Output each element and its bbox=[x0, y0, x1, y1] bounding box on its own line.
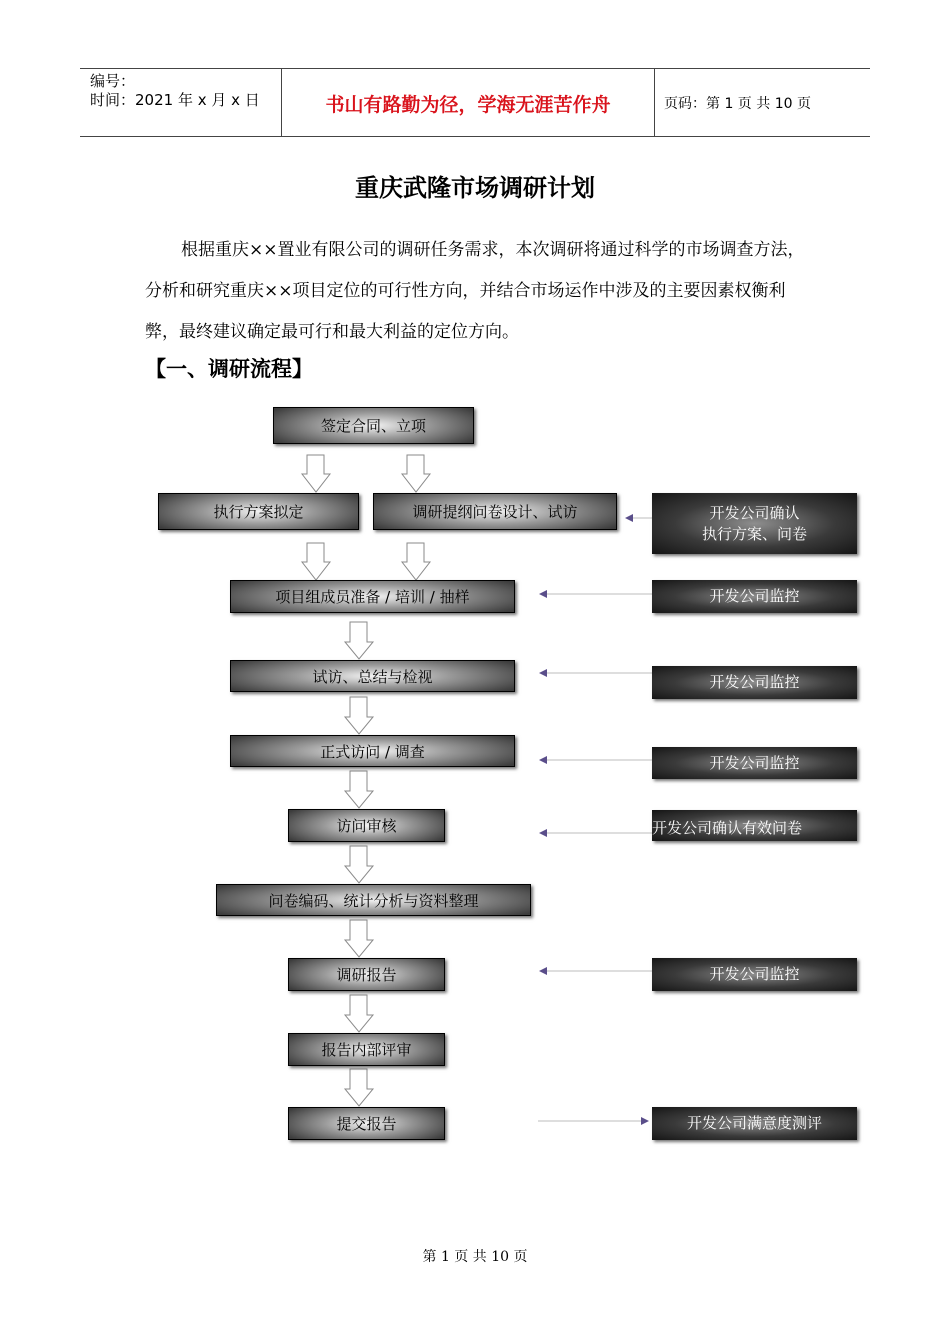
down-arrow-2b bbox=[402, 543, 430, 580]
down-arrow-3 bbox=[345, 622, 373, 659]
down-arrow-2a bbox=[302, 543, 330, 580]
flow-step-report: 调研报告 bbox=[288, 958, 445, 991]
flow-step-submit-report: 提交报告 bbox=[288, 1107, 445, 1140]
side-box-monitor-3: 开发公司监控 bbox=[652, 747, 857, 779]
flow-step-coding-analysis: 问卷编码、统计分析与资料整理 bbox=[216, 884, 531, 916]
down-arrow-5 bbox=[345, 771, 373, 808]
down-arrow-1b bbox=[402, 455, 430, 492]
header-page-info: 页码：第 1 页 共 10 页 bbox=[664, 96, 811, 112]
side-box-monitor-2: 开发公司监控 bbox=[652, 666, 857, 699]
side-box-confirm-line2: 执行方案、问卷 bbox=[701, 524, 807, 543]
flow-step-formal-interview: 正式访问 / 调查 bbox=[230, 735, 515, 767]
down-arrow-7 bbox=[345, 920, 373, 957]
intro-paragraph-text: 根据重庆××置业有限公司的调研任务需求，本次调研将通过科学的市场调查方法，分析和研究重庆××项目定位的可行性方向，并结合市场运作中涉及的主要因素权衡利弊，最终建议确定最可行和最大利益的定位方向。 bbox=[145, 240, 805, 342]
header-motto: 书山有路勤为径，学海无涯苦作舟 bbox=[325, 94, 611, 116]
flow-step-internal-review: 报告内部评审 bbox=[288, 1033, 445, 1066]
down-arrow-1a bbox=[302, 455, 330, 492]
flow-step-audit: 访问审核 bbox=[288, 809, 445, 842]
page-footer: 第 1 页 共 10 页 bbox=[422, 1249, 528, 1265]
flow-step-pilot: 试访、总结与检视 bbox=[230, 660, 515, 692]
flow-step-team-prep: 项目组成员准备 / 培训 / 抽样 bbox=[230, 580, 515, 613]
down-arrow-9 bbox=[345, 1069, 373, 1106]
flow-step-questionnaire-design: 调研提纲问卷设计、试访 bbox=[373, 493, 617, 530]
header-number-label: 编号： bbox=[90, 72, 136, 90]
side-box-satisfaction: 开发公司满意度测评 bbox=[652, 1107, 857, 1140]
down-arrow-8 bbox=[345, 995, 373, 1032]
side-box-monitor-1: 开发公司监控 bbox=[652, 580, 857, 613]
document-title: 重庆武隆市场调研计划 bbox=[355, 173, 595, 202]
header-date: 时间：2021 年 x 月 x 日 bbox=[90, 91, 260, 109]
down-arrow-4 bbox=[345, 697, 373, 734]
side-box-confirm-plan bbox=[652, 493, 857, 554]
side-box-monitor-4: 开发公司监控 bbox=[652, 958, 857, 991]
side-box-valid-questionnaire: 开发公司确认有效问卷 bbox=[652, 810, 857, 841]
flow-step-sign-contract: 签定合同、立项 bbox=[273, 407, 474, 444]
down-arrow-6 bbox=[345, 846, 373, 883]
flow-step-plan: 执行方案拟定 bbox=[158, 493, 359, 530]
side-box-confirm-line1: 开发公司确认 bbox=[709, 503, 800, 522]
section-heading: 【一、调研流程】 bbox=[145, 357, 313, 381]
